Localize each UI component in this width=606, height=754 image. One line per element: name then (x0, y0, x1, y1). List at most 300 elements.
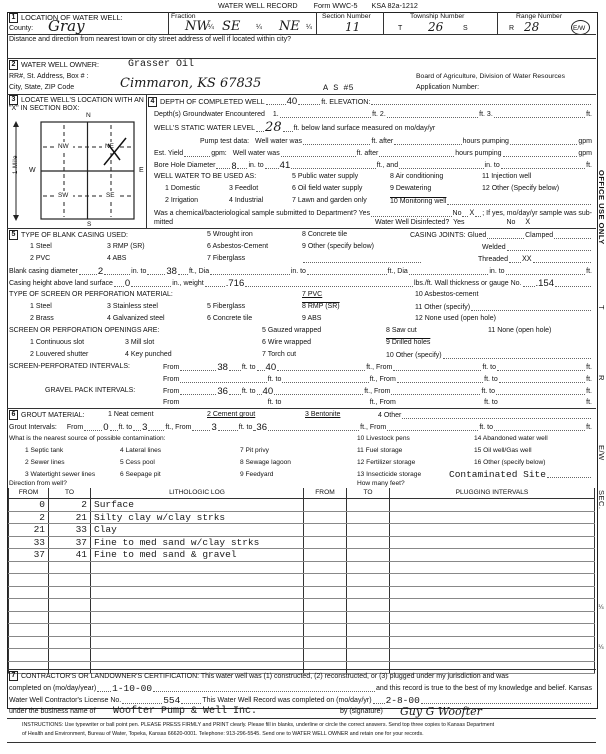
fraction-1[interactable]: NW (185, 19, 210, 34)
in-to: in. to (248, 162, 264, 169)
contam-option[interactable]: 11 Fuel storage (357, 447, 403, 454)
use-option[interactable]: 6 Oil field water supply (292, 185, 363, 192)
use-option[interactable]: 1 Domestic (165, 185, 201, 192)
ft: ft. (586, 111, 593, 118)
township-suffix: S (463, 25, 468, 32)
grout-to-2[interactable]: 36 (256, 422, 267, 433)
cell-description[interactable] (91, 636, 304, 649)
in-to: in. to (290, 268, 306, 275)
west-label: W (29, 167, 36, 174)
range-prefix: R (509, 25, 515, 32)
ft: ft. (586, 424, 592, 431)
sample-answer[interactable]: X (469, 209, 475, 218)
grout-other-row (378, 410, 592, 421)
casing-option[interactable]: 9 Other (specify below) (302, 243, 374, 250)
gravel-to-value[interactable]: 40 (262, 386, 274, 397)
cell-plugging-interval[interactable] (390, 511, 595, 524)
record-date-value[interactable]: 2-8-00 (385, 695, 420, 706)
gw1: 1. (272, 111, 279, 118)
contam-option[interactable]: 1 Septic tank (25, 447, 64, 454)
range-value[interactable]: 28 (524, 20, 540, 34)
contam-option[interactable]: 7 Pit privy (240, 447, 269, 454)
cell-plug-to[interactable] (347, 561, 390, 574)
grout-to-1[interactable]: 3 (142, 422, 148, 433)
disinfected-no[interactable]: No (506, 219, 516, 226)
cell-from[interactable] (9, 636, 49, 649)
cell-plug-to[interactable] (347, 624, 390, 637)
grout-option-selected[interactable]: 2 Cement grout (207, 411, 256, 418)
license-row (9, 695, 592, 706)
bore-row (154, 160, 592, 171)
cell-from[interactable]: 21 (9, 524, 49, 537)
col-from: FROM (9, 488, 49, 499)
ft: ft. (586, 399, 592, 406)
use-option[interactable]: 3 Feedlot (229, 185, 259, 192)
openings-label: SCREEN OR PERFORATION OPENINGS ARE: (9, 327, 160, 334)
use-option[interactable]: 9 Dewatering (390, 185, 432, 192)
cell-to[interactable]: 33 (49, 524, 91, 537)
cert-text: CONTRACTOR'S OR LANDOWNER'S CERTIFICATION: This water well was (1) constructed, (2) reconstructed, or (3) plugged under my jurisdiction and was (21, 672, 509, 680)
south-label: S (87, 221, 92, 228)
sw-label: SW (58, 192, 69, 199)
diam-to-value[interactable]: 38 (166, 266, 177, 277)
bore-label: Bore Hole Diameter (154, 162, 216, 169)
contam-option[interactable]: 14 Abandoned water well (474, 435, 548, 442)
opening-option[interactable]: 3 Mill slot (125, 339, 155, 346)
completed-value[interactable]: 1-10-00 (112, 683, 153, 694)
screen-option[interactable]: 11 Other (specify) (415, 304, 471, 311)
use-option[interactable]: 5 Public water supply (292, 173, 359, 180)
label: LOCATION OF WATER WELL: (21, 13, 123, 22)
cell-plugging-interval[interactable] (390, 549, 595, 562)
contam-option[interactable]: 4 Lateral lines (120, 447, 162, 454)
from: From (163, 388, 180, 395)
grout-option[interactable]: 4 Other (378, 412, 402, 419)
cell-to[interactable] (49, 586, 91, 599)
cell-to[interactable] (49, 649, 91, 662)
contam-option[interactable]: 6 Seepage pit (120, 471, 161, 478)
casing-option[interactable]: 1 Steel (30, 243, 52, 250)
cell-to[interactable] (49, 574, 91, 587)
well-water-was: Well water was (255, 138, 302, 145)
range-suffix: E/W (573, 25, 586, 32)
cell-plug-to[interactable] (347, 499, 390, 512)
screen-option-selected[interactable]: 7 PVC (302, 291, 323, 298)
range-circle-mark (571, 20, 590, 35)
arrow-up-icon (13, 121, 19, 127)
opening-option[interactable]: 6 Wire wrapped (262, 339, 312, 346)
cell-plug-from[interactable] (304, 636, 347, 649)
signature[interactable]: Guy G Woofter (400, 705, 482, 718)
contam-option[interactable]: 15 Oil well/Gas well (474, 447, 532, 454)
quarter-symbol: ¼ (208, 24, 214, 31)
cell-plugging-interval[interactable] (390, 624, 595, 637)
screen-option[interactable]: 12 None used (open hole) (415, 315, 496, 322)
cell-plug-from[interactable] (304, 649, 347, 662)
screen-option[interactable]: 3 Stainless steel (107, 303, 158, 310)
use-option[interactable]: 11 Injection well (482, 173, 532, 180)
screen-option[interactable]: 10 Asbestos-cement (415, 291, 479, 298)
record-text: This Water Well Record was completed on (mo/day/yr) (202, 697, 372, 704)
contam-option[interactable]: 2 Sewer lines (25, 459, 65, 466)
ft-from: ft., From (360, 424, 387, 431)
gravel-from-value[interactable]: 36 (217, 386, 228, 397)
disinfected-label: Water Well Disinfected? (375, 219, 450, 226)
casing-option[interactable]: 3 RMP (SR) (107, 243, 145, 250)
ft-from: ft., From (369, 399, 396, 406)
use-option[interactable]: 7 Lawn and garden only (292, 197, 367, 204)
cell-to[interactable]: 2 (49, 499, 91, 512)
screen-option[interactable]: 6 Concrete tile (207, 315, 253, 322)
cell-to[interactable] (49, 611, 91, 624)
divider (7, 58, 596, 59)
depth-value[interactable]: 40 (286, 96, 298, 107)
distance-label: Distance and direction from nearest town or city street address of well if located within city? (9, 36, 292, 43)
contam-other-value[interactable]: Contaminated Site (449, 469, 546, 480)
screen-option[interactable]: 1 Steel (30, 303, 52, 310)
owner-row (9, 60, 99, 70)
casing-option[interactable]: 6 Asbestos-Cement (207, 243, 269, 250)
cell-description[interactable]: Fine to med sand & gravel (91, 549, 304, 562)
table-header-row (9, 488, 595, 499)
elevation-label: ft. ELEVATION: (321, 97, 371, 106)
casing-option[interactable]: 2 PVC (30, 255, 51, 262)
ft-to: ft. to (479, 424, 493, 431)
owner-value[interactable]: Grasser Oil (128, 59, 195, 70)
city-value[interactable]: Cimmaron, KS 67835 (120, 76, 262, 91)
cell-to[interactable] (49, 636, 91, 649)
static-suffix: ft. below land surface measured on mo/day/yr (293, 125, 436, 132)
disinfected-yes[interactable]: Yes (453, 219, 465, 226)
ft-after: ft. after (371, 138, 394, 145)
casing-option[interactable]: 7 Fiberglass (207, 255, 246, 262)
height-row (9, 278, 592, 289)
contam-option[interactable]: 8 Sewage lagoon (240, 459, 291, 466)
intervals-label: Grout Intervals: (9, 424, 57, 431)
cell-plugging-interval[interactable] (390, 499, 595, 512)
bore-value[interactable]: 8 (231, 161, 237, 171)
office-quarter-2: ¼ (598, 645, 604, 652)
cert-row (9, 671, 509, 682)
in-to: in. to (131, 268, 147, 275)
well-water-was: Well water was (232, 150, 280, 157)
weight-value[interactable]: .716 (225, 278, 245, 289)
cell-plugging-interval[interactable] (390, 611, 595, 624)
contam-option[interactable]: 9 Feedyard (240, 471, 274, 478)
est-yield: Est. Yield (154, 150, 184, 157)
county-label: County: (9, 25, 34, 32)
cell-plug-from[interactable] (304, 586, 347, 599)
screen-option[interactable]: 4 Galvanized steel (107, 315, 165, 322)
township-label: Township Number (410, 13, 465, 20)
cell-plugging-interval[interactable] (390, 586, 595, 599)
contam-option[interactable]: 13 Insecticide storage (357, 471, 422, 478)
city-label: City, State, ZIP Code (9, 84, 75, 91)
screen-option[interactable]: 9 ABS (302, 315, 322, 322)
cell-plugging-interval[interactable] (390, 524, 595, 537)
opening-option[interactable]: 2 Louvered shutter (30, 351, 89, 358)
cell-plugging-interval[interactable] (390, 636, 595, 649)
office-sec: SEC. (597, 490, 606, 510)
cell-from[interactable]: 0 (9, 499, 49, 512)
cell-to[interactable]: 21 (49, 511, 91, 524)
section-number: 4 (148, 97, 157, 107)
application-label: Application Number: (416, 84, 480, 91)
cell-from[interactable] (9, 574, 49, 587)
static-label: WELL'S STATIC WATER LEVEL (154, 125, 256, 132)
cell-description[interactable] (91, 561, 304, 574)
ft-from: ft., From (165, 424, 192, 431)
cell-from[interactable] (9, 599, 49, 612)
county-value[interactable]: Gray (48, 17, 85, 35)
use-option[interactable]: 4 Industrial (229, 197, 264, 204)
opening-option[interactable]: 10 Other (specify) (386, 352, 442, 359)
cell-description[interactable] (91, 574, 304, 587)
cell-to[interactable] (49, 624, 91, 637)
cell-from[interactable] (9, 649, 49, 662)
screen-option[interactable]: 5 Fiberglass (207, 303, 246, 310)
owner-label: WATER WELL OWNER: (21, 60, 99, 69)
sample-suffix: ; If yes, mo/day/yr sample was sub- (482, 210, 592, 217)
how-many-label: How many feet? (357, 480, 405, 487)
east-label: E (139, 167, 144, 174)
section-number-value[interactable]: 11 (345, 20, 361, 34)
cell-plugging-interval[interactable] (390, 561, 595, 574)
opening-option[interactable]: 11 None (open hole) (488, 327, 552, 334)
cell-plug-to[interactable] (347, 511, 390, 524)
gravel-intervals-label: GRAVEL PACK INTERVALS: (45, 387, 136, 394)
cell-plug-to[interactable] (347, 524, 390, 537)
section-number: 2 (9, 60, 18, 70)
use-monitoring-row (390, 196, 592, 207)
table-row (9, 561, 595, 574)
cell-plug-from[interactable] (304, 536, 347, 549)
section3-title (9, 95, 145, 113)
ksa-ref: KSA 82a-1212 (371, 1, 418, 10)
grout-option-selected[interactable]: 3 Bentonite (305, 411, 341, 418)
screen-interval-row-2 (163, 374, 592, 385)
cell-description[interactable] (91, 624, 304, 637)
direction-label: Direction from well? (9, 480, 67, 487)
completed-label: completed on (mo/day/year) (9, 685, 97, 692)
cell-plug-from[interactable] (304, 599, 347, 612)
col-plug-from: FROM (304, 488, 347, 499)
grout-label: GROUT MATERIAL: (21, 411, 85, 419)
cell-plug-from[interactable] (304, 511, 347, 524)
cell-description[interactable]: Surface (91, 499, 304, 512)
grout-from-1[interactable]: 0 (103, 422, 109, 433)
section3-label: LOCATE WELL'S LOCATION WITH AN "X" IN SECTION BOX: (9, 96, 144, 112)
pump-label: Pump test data: (200, 138, 250, 145)
opening-option[interactable]: 8 Saw cut (386, 327, 417, 334)
nw-label: NW (58, 143, 69, 150)
opening-option[interactable]: 4 Key punched (125, 351, 172, 358)
screen-from-value[interactable]: 38 (217, 362, 228, 373)
cell-plug-from[interactable] (304, 574, 347, 587)
license-label: Water Well Contractor's License No. (9, 697, 122, 704)
use-option[interactable]: 12 Other (Specify below) (482, 185, 560, 192)
ft-to: ft. to (481, 388, 496, 395)
form-number: Form WWC-5 (313, 1, 358, 10)
cell-description[interactable] (91, 649, 304, 662)
opening-option[interactable]: 1 Continuous slot (30, 339, 85, 346)
cell-description[interactable]: Silty clay w/clay strks (91, 511, 304, 524)
screen-option[interactable]: 8 RMP (SR) (302, 303, 340, 310)
welded-row (482, 242, 592, 253)
from: From (163, 376, 180, 383)
cell-plug-from[interactable] (304, 561, 347, 574)
cell-plug-from[interactable] (304, 499, 347, 512)
contam-option[interactable]: 10 Livestock pens (357, 435, 410, 442)
hours-pumping: hours pumping (462, 138, 509, 145)
cell-plug-from[interactable] (304, 624, 347, 637)
gravel-interval-row-2 (163, 397, 592, 408)
joints-label: CASING JOINTS: Glued (410, 232, 487, 239)
opening-option[interactable]: 7 Torch cut (262, 351, 297, 358)
cell-plug-to[interactable] (347, 611, 390, 624)
use-label: WELL WATER TO BE USED AS: (154, 173, 257, 180)
cell-to[interactable] (49, 599, 91, 612)
disinfected-row (375, 218, 530, 228)
section-number-label: Section Number (322, 13, 371, 20)
screen-to-value[interactable]: 40 (265, 362, 277, 373)
contam-option[interactable]: 12 Fertilizer storage (357, 459, 416, 466)
board-label: Board of Agriculture, Division of Water Resources (416, 73, 565, 80)
diam-value[interactable]: 2 (97, 266, 104, 277)
arrow-down-icon (13, 215, 19, 221)
business-value[interactable]: Woofter Pump & Well Inc. (113, 706, 258, 717)
form-title: WATER WELL RECORD (218, 1, 298, 10)
quarter-symbol: ¼ (306, 24, 312, 31)
instructions-line-2: of Health and Environment, Bureau of Water, Topeka, Kansas 66620-0001. Telephone: 913-296-5545. Send one to WATER WELL OWNER and retain one for your records. (22, 731, 424, 737)
in-to: in. to (484, 162, 500, 169)
bore-depth-value[interactable]: 41 (279, 160, 291, 171)
form-header (218, 1, 418, 11)
ft-from: ft., From (366, 364, 393, 371)
divider (168, 12, 169, 34)
cell-from[interactable] (9, 561, 49, 574)
cell-to[interactable] (49, 561, 91, 574)
contam-option[interactable]: 3 Watertight sewer lines (25, 471, 96, 478)
mitted-label: mitted (154, 219, 174, 226)
groundwater-row (154, 109, 592, 120)
office-use-only: OFFICE USE ONLY (597, 170, 606, 245)
cell-from[interactable] (9, 586, 49, 599)
grout-option[interactable]: 1 Neat cement (108, 411, 154, 418)
casing-option[interactable]: 5 Wrought iron (207, 231, 253, 238)
opening-option-selected[interactable]: 9 Drilled holes (386, 339, 431, 346)
township-value[interactable]: 26 (428, 20, 444, 34)
cell-to[interactable]: 41 (49, 549, 91, 562)
mile-label: 1 Mile (13, 155, 19, 175)
cell-from[interactable]: 33 (9, 536, 49, 549)
fraction-2[interactable]: SE (222, 19, 241, 34)
use-option[interactable]: 8 Air conditioning (390, 173, 444, 180)
cell-plug-from[interactable] (304, 611, 347, 624)
cell-plug-to[interactable] (347, 536, 390, 549)
address-label: RR#, St. Address, Box # : (9, 73, 89, 80)
section-number: 3 (9, 95, 18, 105)
gauge-value[interactable]: .154 (535, 278, 554, 289)
cell-description[interactable]: Fine to med sand w/clay strks (91, 536, 304, 549)
cell-plug-from[interactable] (304, 549, 347, 562)
static-value[interactable]: 28 (265, 120, 282, 135)
cell-plug-to[interactable] (347, 574, 390, 587)
opening-option[interactable]: 5 Gauzed wrapped (262, 327, 322, 334)
grout-title (9, 410, 85, 421)
cell-from[interactable]: 2 (9, 511, 49, 524)
cell-from[interactable]: 37 (9, 549, 49, 562)
cell-plug-to[interactable] (347, 599, 390, 612)
completed-row (9, 683, 592, 694)
cell-plugging-interval[interactable] (390, 599, 595, 612)
fraction-3[interactable]: NE (279, 19, 300, 34)
gpm: gpm (578, 150, 593, 157)
cell-plugging-interval[interactable] (390, 536, 595, 549)
cell-description[interactable] (91, 611, 304, 624)
diameter-row (9, 266, 592, 277)
ft-to: ft. to (484, 376, 498, 383)
cell-to[interactable]: 37 (49, 536, 91, 549)
casing-label: TYPE OF BLANK CASING USED: (21, 231, 128, 239)
cell-from[interactable] (9, 624, 49, 637)
yield-row (154, 148, 592, 159)
ft-to: ft. to (267, 376, 282, 383)
cell-plug-to[interactable] (347, 549, 390, 562)
welded-label: Welded (482, 244, 506, 251)
height-value[interactable]: 0 (124, 278, 131, 289)
pump-row (200, 136, 592, 147)
use-option-selected[interactable]: 10 Monitoring well (390, 198, 447, 205)
joints-row (410, 230, 592, 241)
section-box[interactable] (8, 121, 140, 221)
cell-description[interactable] (91, 599, 304, 612)
section-number: 5 (9, 230, 18, 240)
cell-description[interactable]: Clay (91, 524, 304, 537)
table-row (9, 611, 595, 624)
grout-from-2[interactable]: 3 (211, 422, 217, 433)
cell-plug-to[interactable] (347, 586, 390, 599)
ft-to: ft. to (267, 399, 282, 406)
diam-label: Blank casing diameter (9, 268, 78, 275)
from: From (163, 399, 180, 406)
cell-from[interactable] (9, 611, 49, 624)
cell-plug-to[interactable] (347, 649, 390, 662)
contam-option[interactable]: 5 Cess pool (120, 459, 155, 466)
cell-description[interactable] (91, 586, 304, 599)
height-label: Casing height above land surface (9, 280, 113, 287)
casing-option[interactable]: 8 Concrete tile (302, 231, 348, 238)
threaded-mark[interactable]: XX (521, 255, 532, 264)
use-option[interactable]: 2 Irrigation (165, 197, 199, 204)
screen-option[interactable]: 2 Brass (30, 315, 54, 322)
cell-plugging-interval[interactable] (390, 574, 595, 587)
cell-plug-to[interactable] (347, 636, 390, 649)
contam-option[interactable]: 16 Other (specify below) (474, 459, 546, 466)
cell-plug-from[interactable] (304, 524, 347, 537)
cell-plugging-interval[interactable] (390, 649, 595, 662)
casing-option[interactable]: 4 ABS (107, 255, 127, 262)
ft: ft. (586, 162, 592, 169)
license-value[interactable]: 554 (163, 695, 181, 706)
contam-label: What is the nearest source of possible contamination: (9, 435, 166, 442)
ft: ft. (586, 364, 592, 371)
ne-label: NE (105, 143, 114, 150)
gpm-colon: gpm: (211, 150, 227, 157)
table-row (9, 624, 595, 637)
other-casing-blank[interactable] (302, 254, 422, 265)
table-row (9, 586, 595, 599)
